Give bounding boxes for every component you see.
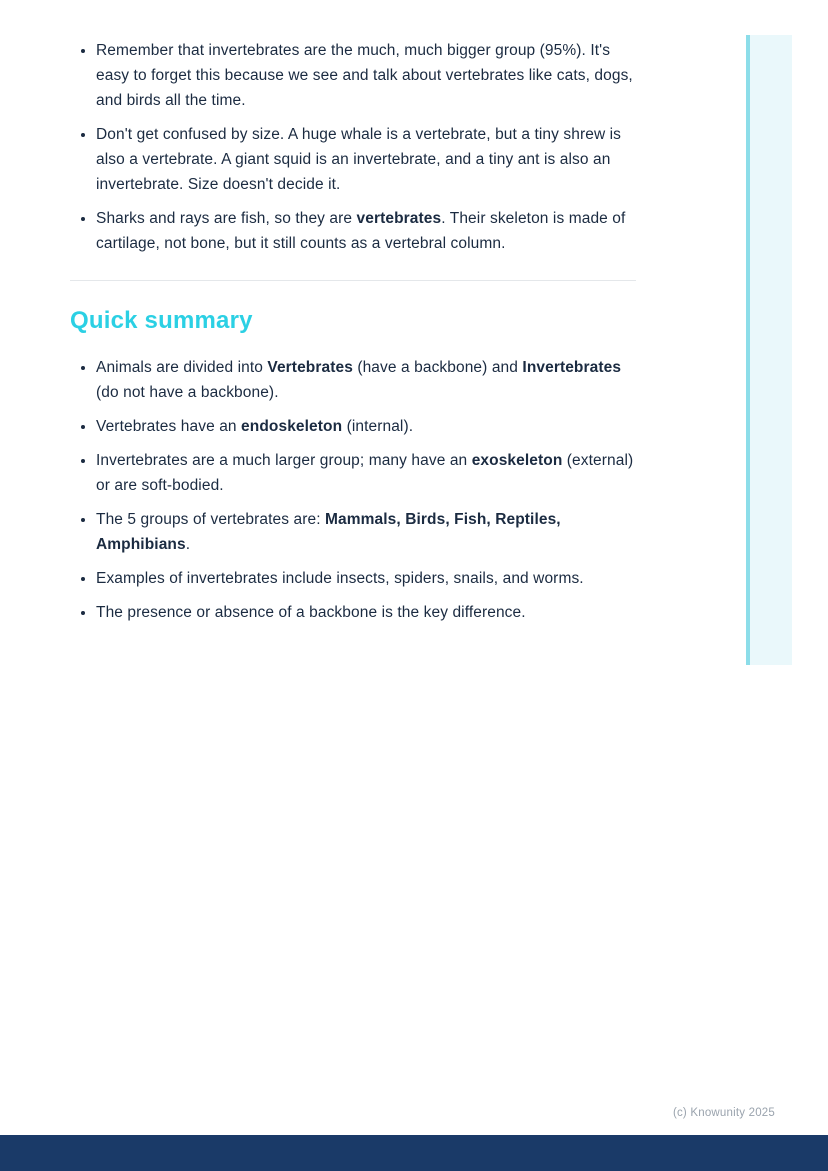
list-item [96, 600, 636, 625]
text-segment: The 5 groups of vertebrates are: [96, 511, 326, 528]
text-segment: . [185, 536, 191, 553]
text-segment: Animals are divided into [96, 359, 268, 376]
text-segment: Invertebrates are a much larger group; many have an [96, 452, 472, 469]
text-segment: (internal). [342, 418, 414, 435]
section-divider [70, 280, 636, 281]
summary-bullet-list [70, 355, 636, 625]
list-item [96, 566, 636, 591]
bottom-page-bar [0, 1135, 828, 1171]
list-item [96, 38, 636, 113]
notes-bullet-list [70, 38, 636, 256]
list-item [96, 414, 636, 439]
copyright-credit: (c) Knowunity 2025 [672, 1107, 775, 1119]
bold-text-segment: Mammals, Birds, Fish, Reptiles, Amphibians [96, 511, 561, 553]
quick-summary-heading: Quick summary [70, 307, 253, 334]
text-segment: (do not have a backbone). [96, 384, 279, 401]
list-item [96, 206, 636, 256]
list-item [96, 122, 636, 197]
bold-text-segment: endoskeleton [241, 418, 343, 435]
bold-text-segment: Vertebrates [267, 359, 353, 376]
text-segment: . Their skeleton is made of cartilage, not bone, but it still counts as a vertebral column. [96, 210, 626, 252]
text-segment: Examples of invertebrates include insects, spiders, snails, and worms. [96, 570, 584, 587]
bold-text-segment: vertebrates [356, 210, 442, 227]
text-segment: (external) or are soft-bodied. [96, 452, 634, 494]
page-content [70, 38, 636, 634]
list-item [96, 448, 636, 498]
text-segment: (have a backbone) and [352, 359, 523, 376]
page-edge-highlight-strip [746, 35, 792, 665]
text-segment: The presence or absence of a backbone is the key difference. [96, 604, 526, 621]
text-segment: Remember that invertebrates are the much, much bigger group (95%). It's easy to forget this because we see and talk about vertebrates like cats, dogs, and birds all the time. [96, 42, 633, 109]
text-segment: Vertebrates have an [96, 418, 242, 435]
text-segment: Sharks and rays are fish, so they are [96, 210, 357, 227]
list-item [96, 355, 636, 405]
bold-text-segment: exoskeleton [471, 452, 563, 469]
bold-text-segment: Invertebrates [522, 359, 622, 376]
list-item [96, 507, 636, 557]
text-segment: Don't get confused by size. A huge whale is a vertebrate, but a tiny shrew is also a vertebrate. A giant squid is an invertebrate, and a tiny ant is also an invertebrate. Size doesn't decide it. [96, 126, 622, 193]
